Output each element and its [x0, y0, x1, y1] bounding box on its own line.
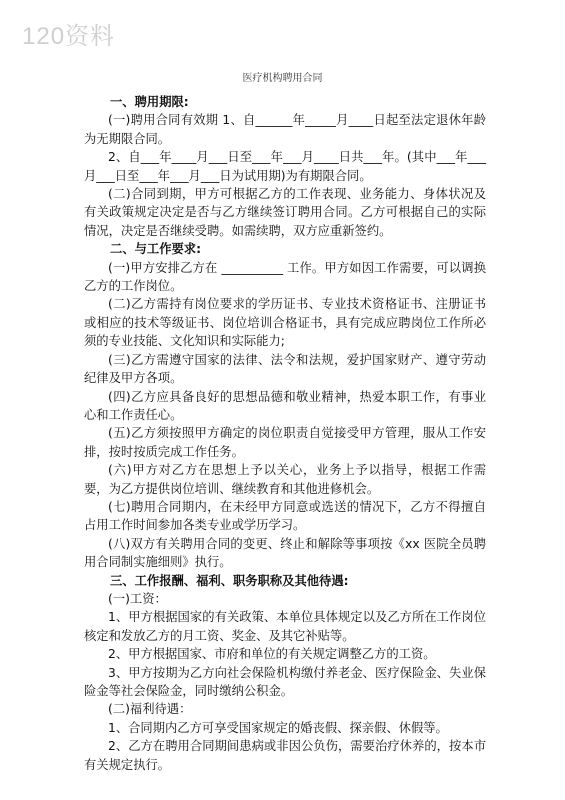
paragraph: 2、乙方在聘用合同期间患病或非因公负伤，需要治疗休养的，按本市有关规定执行。 — [84, 739, 486, 772]
paragraph: (三)乙方需遵守国家的法律、法令和法规，爱护国家财产、遵守劳动纪律及甲方各项。 — [84, 352, 486, 386]
paragraph: (二)合同到期，甲方可根据乙方的工作表现、业务能力、身体状况及有关政策规定决定是否与乙方继续签订聘用合同。乙方可根据自己的实际情况，决定是否继续受聘。如需续聘，双方应重新签约。 — [84, 187, 486, 238]
paragraph: (一)聘用合同有效期 1、自______年_____月____日起至法定退休年龄为无期限合同。 — [84, 113, 486, 146]
watermark: 120资料 — [22, 23, 116, 50]
paragraph: (一)工资： — [108, 591, 167, 606]
document-title: 医疗机构聘用合同 — [242, 73, 323, 84]
paragraph: 3、甲方按期为乙方向社会保险机构缴付养老金、医疗保险金、失业保险金等社会保险金，同时缴纳公积金。 — [84, 665, 486, 698]
paragraph: (七)聘用合同期内，在未经甲方同意或选送的情况下，乙方不得擅自占用工作时间参加各类专业或学历学习。 — [84, 499, 486, 533]
document-body — [84, 93, 486, 774]
paragraph: (八)双方有关聘用合同的变更、终止和解除等事项按《xx 医院全员聘用合同制实施细则》执行。 — [84, 536, 486, 570]
paragraph: (四)乙方应具备良好的思想品德和敬业精神，热爱本职工作，有事业心和工作责任心。 — [84, 389, 486, 422]
paragraph: (一)甲方安排乙方在 __________ 工作。甲方如因工作需要，可以调换乙方的工作岗位。 — [84, 260, 486, 294]
paragraph: (五)乙方须按照甲方确定的岗位职责自觉接受甲方管理，服从工作安排，按时按质完成工作任务。 — [84, 426, 486, 459]
paragraph: 1、甲方根据国家的有关政策、本单位具体规定以及乙方所在工作岗位核定和发放乙方的月工资、奖金、及其它补贴等。 — [84, 610, 486, 643]
paragraph: 2、甲方根据国家、市府和单位的有关规定调整乙方的工资。 — [108, 647, 436, 662]
section-heading: 二、与工作要求: — [110, 242, 201, 257]
section-heading: 一、聘用期限: — [110, 95, 189, 109]
paragraph: (六)甲方对乙方在思想上予以关心，业务上予以指导，根据工作需要，为乙方提供岗位培训、继续教育和其他进修机会。 — [84, 463, 486, 496]
paragraph: (二)乙方需持有岗位要求的学历证书、专业技术资格证书、注册证书或相应的技术等级证书、岗位培训合格证书，具有完成应聘岗位工作所必须的专业技能、文化知识和实际能力; — [84, 297, 486, 349]
paragraph: 2、自___年____月___日至___年___月____日共___年。(其中___年___月___日至___年___月___日为试用期)为有期限合同。 — [84, 150, 486, 183]
paragraph: (二)福利待遇： — [108, 702, 192, 717]
paragraph: 1、合同期内乙方可享受国家规定的婚丧假、探亲假、休假等。 — [108, 720, 448, 735]
section-heading: 三、工作报酬、福利、职务职称及其他待遇: — [110, 573, 349, 588]
